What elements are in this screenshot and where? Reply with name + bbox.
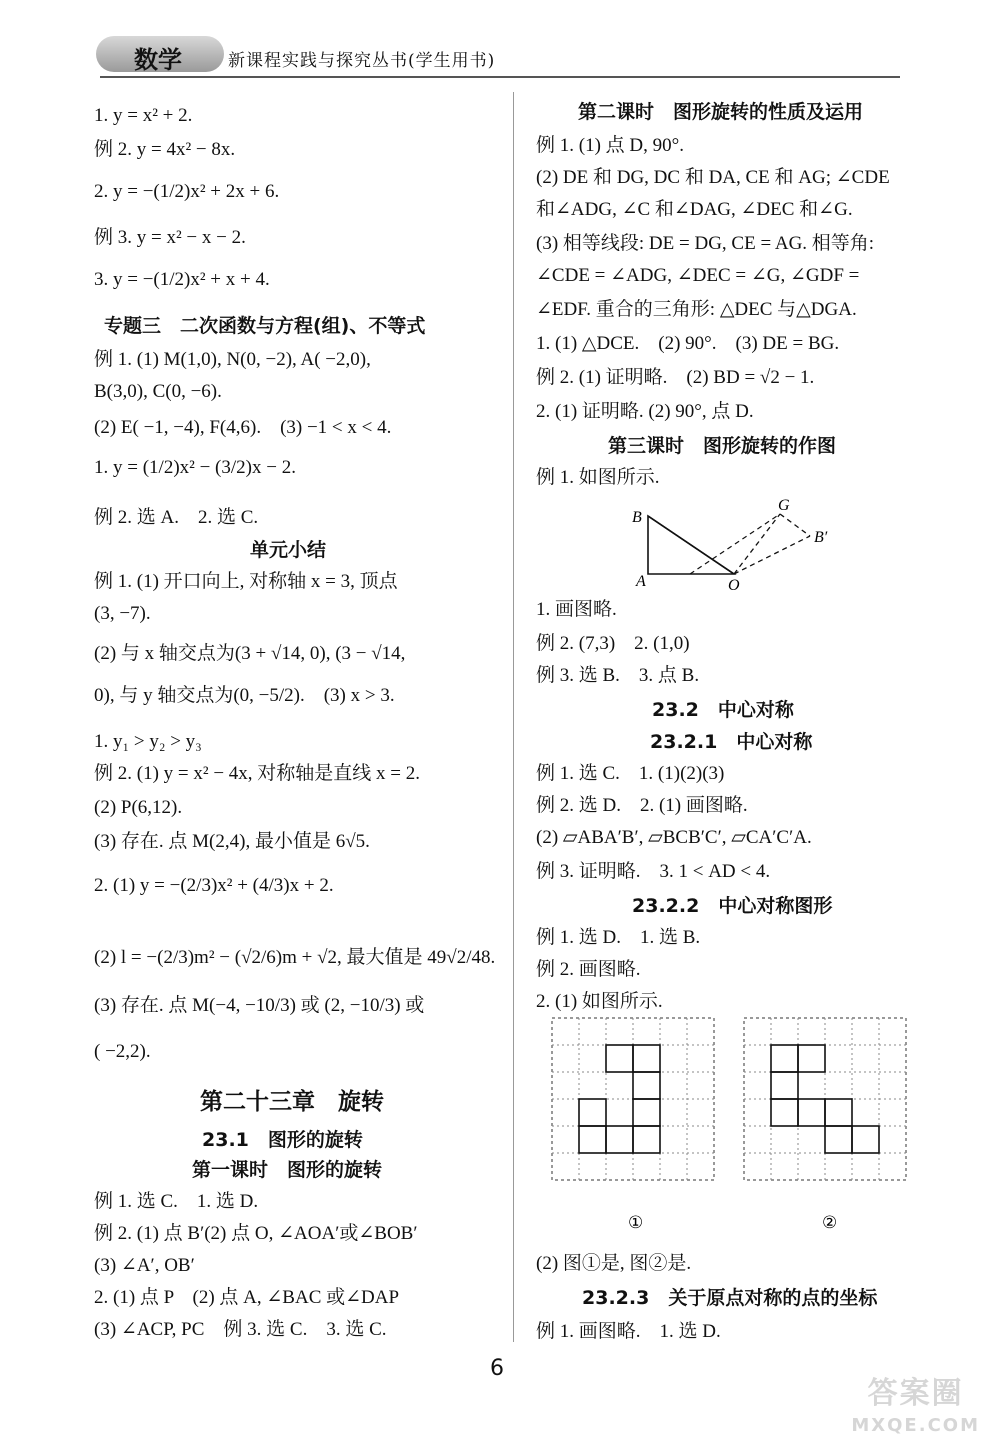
- grid-cell: [798, 1045, 825, 1072]
- left-line: 例 2. y = 4x² − 8x.: [94, 139, 236, 160]
- grid-cell: [633, 1099, 660, 1126]
- grid-cell: [633, 1072, 660, 1099]
- column-divider: [513, 92, 514, 1342]
- right-line: 第三课时 图形旋转的作图: [608, 435, 837, 457]
- grid-cell: [633, 1045, 660, 1072]
- grid-cell: [606, 1126, 633, 1153]
- right-line: 23.2.3 关于原点对称的点的坐标: [582, 1287, 878, 1309]
- grid-cell: [771, 1072, 798, 1099]
- grid-cell: [825, 1099, 852, 1126]
- left-line: 例 1. (1) 开口向上, 对称轴 x = 3, 顶点: [94, 571, 398, 592]
- grid-cell: [825, 1126, 852, 1153]
- right-line: 23.2.2 中心对称图形: [632, 895, 833, 917]
- right-line: 2. (1) 证明略. (2) 90°, 点 D.: [536, 401, 754, 422]
- right-line: 例 1. 选 D. 1. 选 B.: [536, 927, 701, 948]
- right-line: 例 3. 选 B. 3. 点 B.: [536, 665, 700, 686]
- left-line: 2. (1) y = −(2/3)x² + (4/3)x + 2.: [94, 875, 334, 896]
- left-line: ( −2,2).: [94, 1041, 151, 1062]
- label-G: G: [778, 497, 790, 514]
- right-line: 例 1. 画图略. 1. 选 D.: [536, 1321, 721, 1342]
- grid-label: ①: [628, 1213, 644, 1233]
- right-line: 23.2.1 中心对称: [650, 731, 813, 753]
- right-line: 2. (1) 如图所示.: [536, 991, 663, 1012]
- right-line: (2) ▱ABA′B′, ▱BCB′C′, ▱CA′C′A.: [536, 827, 812, 848]
- grid-cell: [633, 1126, 660, 1153]
- watermark-line2: MXQE.COM: [851, 1415, 980, 1436]
- grid-cell: [579, 1099, 606, 1126]
- left-line: (2) P(6,12).: [94, 797, 183, 818]
- grid-cell: [798, 1099, 825, 1126]
- grid-label: ②: [822, 1213, 838, 1233]
- left-line: (3, −7).: [94, 603, 151, 624]
- right-line: ∠EDF. 重合的三角形: △DEC 与△DGA.: [536, 299, 857, 320]
- label-B-prime: B′: [814, 529, 828, 546]
- left-line: (2) 与 x 轴交点为(3 + √14, 0), (3 − √14,: [94, 643, 406, 664]
- right-line: 例 2. 选 D. 2. (1) 画图略.: [536, 795, 748, 816]
- left-line: B(3,0), C(0, −6).: [94, 381, 222, 402]
- label-A: A: [636, 573, 646, 590]
- left-line: 例 2. (1) 点 B′(2) 点 O, ∠AOA′或∠BOB′: [94, 1223, 418, 1244]
- grid-cell: [579, 1126, 606, 1153]
- left-line: (3) 存在. 点 M(2,4), 最小值是 6√5.: [94, 831, 370, 852]
- right-line: 例 2. (7,3) 2. (1,0): [536, 633, 690, 654]
- right-line: 第二课时 图形旋转的性质及运用: [578, 101, 864, 123]
- left-line: 例 1. 选 C. 1. 选 D.: [94, 1191, 259, 1212]
- right-line: (2) DE 和 DG, DC 和 DA, CE 和 AG; ∠CDE: [536, 167, 890, 188]
- label-B: B: [632, 509, 642, 526]
- left-line: 单元小结: [250, 539, 327, 561]
- left-line: 例 1. (1) M(1,0), N(0, −2), A( −2,0),: [94, 349, 371, 370]
- left-line: 例 2. 选 A. 2. 选 C.: [94, 507, 259, 528]
- left-line: 1. y = x² + 2.: [94, 105, 193, 126]
- left-line: 第一课时 图形的旋转: [192, 1159, 383, 1181]
- left-line: 3. y = −(1/2)x² + x + 4.: [94, 269, 270, 290]
- left-line: (3) 存在. 点 M(−4, −10/3) 或 (2, −10/3) 或: [94, 995, 425, 1016]
- left-line: 例 3. y = x² − x − 2.: [94, 227, 246, 248]
- grid-cell: [852, 1126, 879, 1153]
- page-number: 6: [490, 1356, 504, 1381]
- left-line: 1. y = (1/2)x² − (3/2)x − 2.: [94, 457, 296, 478]
- grid-cell: [771, 1045, 798, 1072]
- left-line: 23.1 图形的旋转: [202, 1129, 363, 1151]
- left-line: 例 2. (1) y = x² − 4x, 对称轴是直线 x = 2.: [94, 763, 420, 784]
- right-line: (3) 相等线段: DE = DG, CE = AG. 相等角:: [536, 233, 875, 254]
- left-line: 第二十三章 旋转: [200, 1089, 384, 1115]
- right-line: 例 3. 证明略. 3. 1 < AD < 4.: [536, 861, 771, 882]
- right-line: 例 1. 选 C. 1. (1)(2)(3): [536, 763, 725, 784]
- right-line: 1. (1) △DCE. (2) 90°. (3) DE = BG.: [536, 333, 840, 354]
- header-series-title: 新课程实践与探究丛书(学生用书): [228, 51, 496, 71]
- left-line: (3) ∠A′, OB′: [94, 1255, 195, 1276]
- right-line: 例 1. 如图所示.: [536, 467, 660, 488]
- left-line: 2. y = −(1/2)x² + 2x + 6.: [94, 181, 280, 202]
- left-line: 0), 与 y 轴交点为(0, −5/2). (3) x > 3.: [94, 685, 395, 706]
- left-line: (3) ∠ACP, PC 例 3. 选 C. 3. 选 C.: [94, 1319, 387, 1340]
- right-line: 23.2 中心对称: [652, 699, 794, 721]
- grid-cell: [606, 1045, 633, 1072]
- watermark: [851, 1378, 980, 1442]
- right-line: 例 2. 画图略.: [536, 959, 641, 980]
- left-line: 2. (1) 点 P (2) 点 A, ∠BAC 或∠DAP: [94, 1287, 400, 1308]
- right-line: 例 2. (1) 证明略. (2) BD = √2 − 1.: [536, 367, 815, 388]
- grid-cell: [771, 1099, 798, 1126]
- rotation-figure: [630, 497, 850, 594]
- symmetry-grid-figures: [552, 1018, 922, 1238]
- header-subject: 数学: [134, 46, 182, 74]
- label-O: O: [728, 577, 740, 594]
- right-line: 1. 画图略.: [536, 599, 617, 620]
- left-line: (2) E( −1, −4), F(4,6). (3) −1 < x < 4.: [94, 417, 392, 438]
- right-line: 例 1. (1) 点 D, 90°.: [536, 135, 684, 156]
- left-line: 专题三 二次函数与方程(组)、不等式: [104, 315, 426, 337]
- right-line: (2) 图①是, 图②是.: [536, 1253, 692, 1274]
- left-line: (2) l = −(2/3)m² − (√2/6)m + √2, 最大值是 49√2/48.: [94, 947, 496, 968]
- header-rule: [100, 76, 900, 78]
- right-line: ∠CDE = ∠ADG, ∠DEC = ∠G, ∠GDF =: [536, 265, 860, 286]
- right-line: 和∠ADG, ∠C 和∠DAG, ∠DEC 和∠G.: [536, 199, 853, 220]
- watermark-line1: 答案圈: [867, 1376, 964, 1411]
- left-line: 1. y₁ > y₂ > y₃: [94, 731, 202, 752]
